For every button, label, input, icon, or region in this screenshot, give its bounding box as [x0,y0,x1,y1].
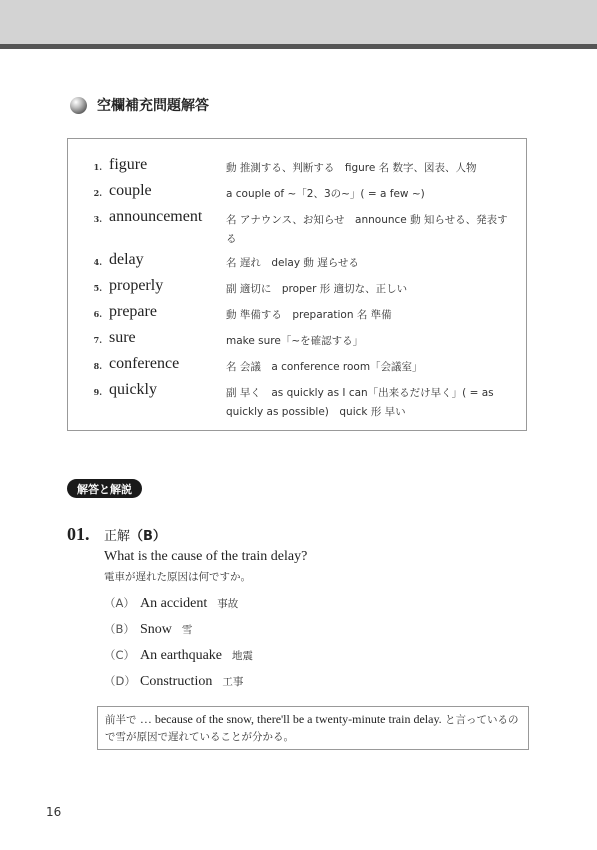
bullet-ball-icon [70,97,87,114]
choice-letter: （A） [104,596,135,610]
vocab-number: 4 . [88,257,102,267]
vocab-number: 2 . [88,188,102,198]
vocab-definition: 名 アナウンス、お知らせ announce 動 知らせる、発表する [226,214,508,245]
vocab-word: conference [109,355,180,372]
vocab-definition: 副 早く as quickly as I can「出来るだけ早く」( = as quickly as possible) quick 形 早い [226,387,494,418]
vocab-word: sure [109,329,136,346]
choice-japanese: 雪 [181,624,193,636]
vocab-answer-box [67,138,527,431]
vocab-definition: 名 遅れ delay 動 遅らせる [226,257,359,269]
choice-japanese: 地震 [232,650,254,662]
choice-english: An earthquake [140,648,223,663]
correct-answer-label: 正解 [104,529,131,544]
vocab-number: 1 . [88,162,102,172]
choice-b [104,621,192,638]
explanation-prefix: 前半で [105,714,137,726]
vocab-number: 3 . [88,214,102,224]
question-number: 01. [67,524,90,544]
choice-c [104,647,253,664]
vocab-definition: 副 適切に proper 形 適切な、正しい [226,283,408,295]
vocab-word: quickly [109,381,157,398]
header-band [0,0,597,44]
question-text-japanese: 電車が遅れた原因は何ですか。 [104,571,251,583]
choice-a [104,595,238,612]
vocab-word: prepare [109,303,157,320]
explanation-quote: … because of the snow, there'll be a twenty-minute train delay. [139,712,442,726]
choice-english: Snow [140,622,172,637]
choice-japanese: 事故 [217,598,239,610]
vocab-number: 9 . [88,387,102,397]
header-rule [0,44,597,49]
vocab-word: announcement [109,208,203,225]
choice-english: An accident [140,596,208,611]
correct-answer [104,525,166,544]
vocab-number: 8 . [88,361,102,371]
answers-section-badge [67,479,142,498]
vocab-definition: 動 推測する、判断する figure 名 数字、図表、人物 [226,162,477,174]
explanation-suffix: と言っているので雪が原因で遅れていることが分かる。 [105,714,519,743]
correct-answer-letter: （B） [130,529,166,544]
choice-letter: （D） [104,674,136,688]
page-number: 16 [46,805,62,819]
answers-section-label: 解答と解説 [77,482,132,496]
vocab-number: 7 . [88,335,102,345]
explanation-box [97,706,529,750]
section-heading [70,95,209,115]
vocab-word: couple [109,182,152,199]
question-text-english: What is the cause of the train delay? [104,549,308,564]
vocab-word: figure [109,156,148,173]
vocab-definition: a couple of ~「2、3の~」( = a few ~) [226,188,425,200]
vocab-word: properly [109,277,164,294]
vocab-number: 6 . [88,309,102,319]
vocab-word: delay [109,251,144,268]
vocab-definition: make sure「~を確認する」 [226,335,364,347]
vocab-number: 5 . [88,283,102,293]
choice-english: Construction [140,674,213,689]
choice-d [104,673,243,690]
section-title: 空欄補充問題解答 [97,98,209,114]
choice-letter: （C） [104,648,136,662]
choice-letter: （B） [104,622,135,636]
choice-japanese: 工事 [222,676,244,688]
vocab-definition: 名 会議 a conference room「会議室」 [226,361,423,373]
vocab-definition: 動 準備する preparation 名 準備 [226,309,392,321]
